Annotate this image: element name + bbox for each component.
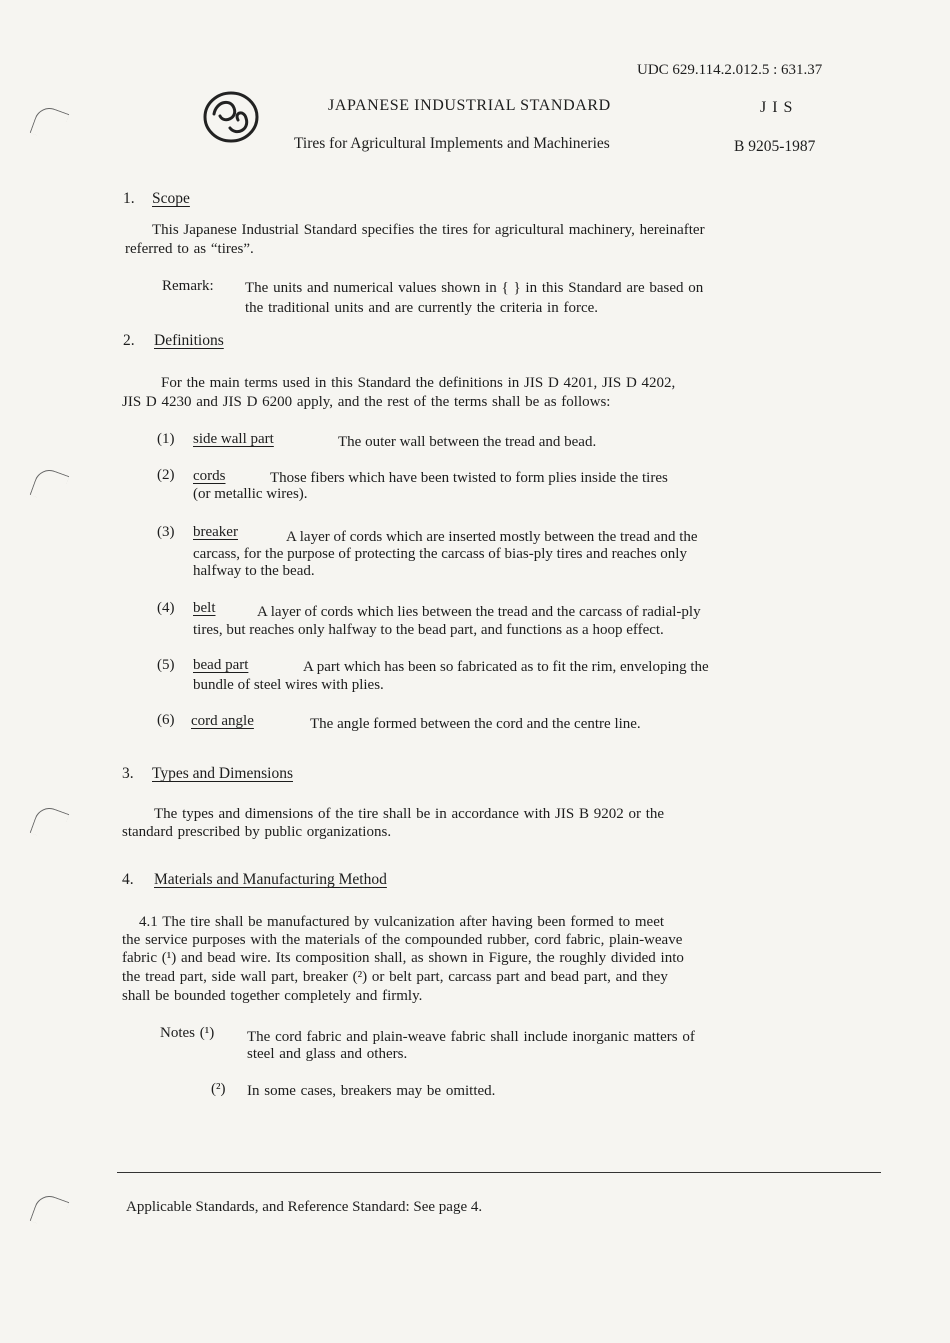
definition-number: (5) [157, 657, 175, 673]
definition-text-line: The angle formed between the cord and the centre line. [310, 716, 641, 732]
notes-label: Notes (¹) [160, 1025, 215, 1041]
note-text-line: In some cases, breakers may be omitted. [247, 1083, 496, 1099]
scope-text-line: This Japanese Industrial Standard specifies the tires for agricultural machinery, hereinafter [152, 222, 705, 238]
materials-text-line: 4.1 The tire shall be manufactured by vulcanization after having been formed to meet [139, 914, 665, 930]
definitions-text-line: For the main terms used in this Standard the definitions in JIS D 4201, JIS D 4202, [161, 375, 676, 391]
punch-hole [30, 104, 70, 144]
standard-title: Tires for Agricultural Implements and Machineries [294, 135, 610, 152]
section-number: 2. [123, 332, 135, 349]
definition-number: (2) [157, 467, 175, 483]
definition-text-line: bundle of steel wires with plies. [193, 677, 384, 693]
definition-number: (6) [157, 712, 175, 728]
materials-text-line: shall be bounded together completely and firmly. [122, 988, 423, 1004]
note-text-line: steel and glass and others. [247, 1046, 408, 1062]
punch-hole [30, 466, 70, 506]
definition-term: belt [193, 600, 216, 616]
note-number: (²) [211, 1081, 226, 1097]
definition-text-line: A layer of cords which are inserted mostly between the tread and the [286, 529, 698, 545]
materials-text-line: the tread part, side wall part, breaker (²) or belt part, carcass part and bead part, and they [122, 969, 668, 985]
punch-hole [30, 1192, 70, 1232]
section-heading-scope: Scope [152, 190, 190, 207]
definition-text-line: (or metallic wires). [193, 486, 308, 502]
definition-term: breaker [193, 524, 238, 540]
scope-text-line: referred to as “tires”. [125, 241, 254, 257]
punch-hole [30, 804, 70, 844]
remark-text-line: The units and numerical values shown in { } in this Standard are based on [245, 280, 704, 296]
section-heading-types: Types and Dimensions [152, 765, 293, 782]
section-number: 4. [122, 871, 134, 888]
footer-divider [117, 1172, 881, 1173]
definition-number: (4) [157, 600, 175, 616]
definition-text-line: Those fibers which have been twisted to form plies inside the tires [270, 470, 668, 486]
types-text-line: The types and dimensions of the tire shall be in accordance with JIS B 9202 or the [154, 806, 665, 822]
section-heading-materials: Materials and Manufacturing Method [154, 871, 387, 888]
definition-text-line: The outer wall between the tread and bead. [338, 434, 597, 450]
definition-text-line: tires, but reaches only halfway to the bead part, and functions as a hoop effect. [193, 622, 664, 638]
materials-text-line: fabric (¹) and bead wire. Its composition shall, as shown in Figure, the roughly divided into [122, 950, 684, 966]
definition-text-line: A part which has been so fabricated as to fit the rim, enveloping the [303, 659, 709, 675]
section-heading-definitions: Definitions [154, 332, 224, 349]
definition-text-line: halfway to the bead. [193, 563, 315, 579]
note-text-line: The cord fabric and plain-weave fabric shall include inorganic matters of [247, 1029, 695, 1045]
definition-term: cords [193, 468, 226, 484]
jis-mark: J I S [760, 99, 794, 116]
definition-number: (3) [157, 524, 175, 540]
standard-number: B 9205-1987 [734, 138, 816, 155]
footer-reference: Applicable Standards, and Reference Standard: See page 4. [126, 1199, 483, 1215]
definitions-text-line: JIS D 4230 and JIS D 6200 apply, and the rest of the terms shall be as follows: [122, 394, 611, 410]
definition-term: cord angle [191, 713, 254, 729]
definition-text-line: A layer of cords which lies between the tread and the carcass of radial-ply [257, 604, 701, 620]
definition-text-line: carcass, for the purpose of protecting the carcass of bias-ply tires and reaches only [193, 546, 687, 562]
definition-term: bead part [193, 657, 249, 673]
section-number: 3. [122, 765, 134, 782]
types-text-line: standard prescribed by public organizations. [122, 824, 392, 840]
section-number: 1. [123, 190, 135, 207]
udc-number: UDC 629.114.2.012.5 : 631.37 [637, 62, 823, 78]
standard-name: JAPANESE INDUSTRIAL STANDARD [328, 97, 611, 114]
remark-text-line: the traditional units and are currently the criteria in force. [245, 300, 599, 316]
materials-text-line: the service purposes with the materials of the compounded rubber, cord fabric, plain-weave [122, 932, 683, 948]
remark-label: Remark: [162, 278, 214, 294]
definition-term: side wall part [193, 431, 274, 447]
jis-logo-icon [200, 88, 264, 146]
definition-number: (1) [157, 431, 175, 447]
